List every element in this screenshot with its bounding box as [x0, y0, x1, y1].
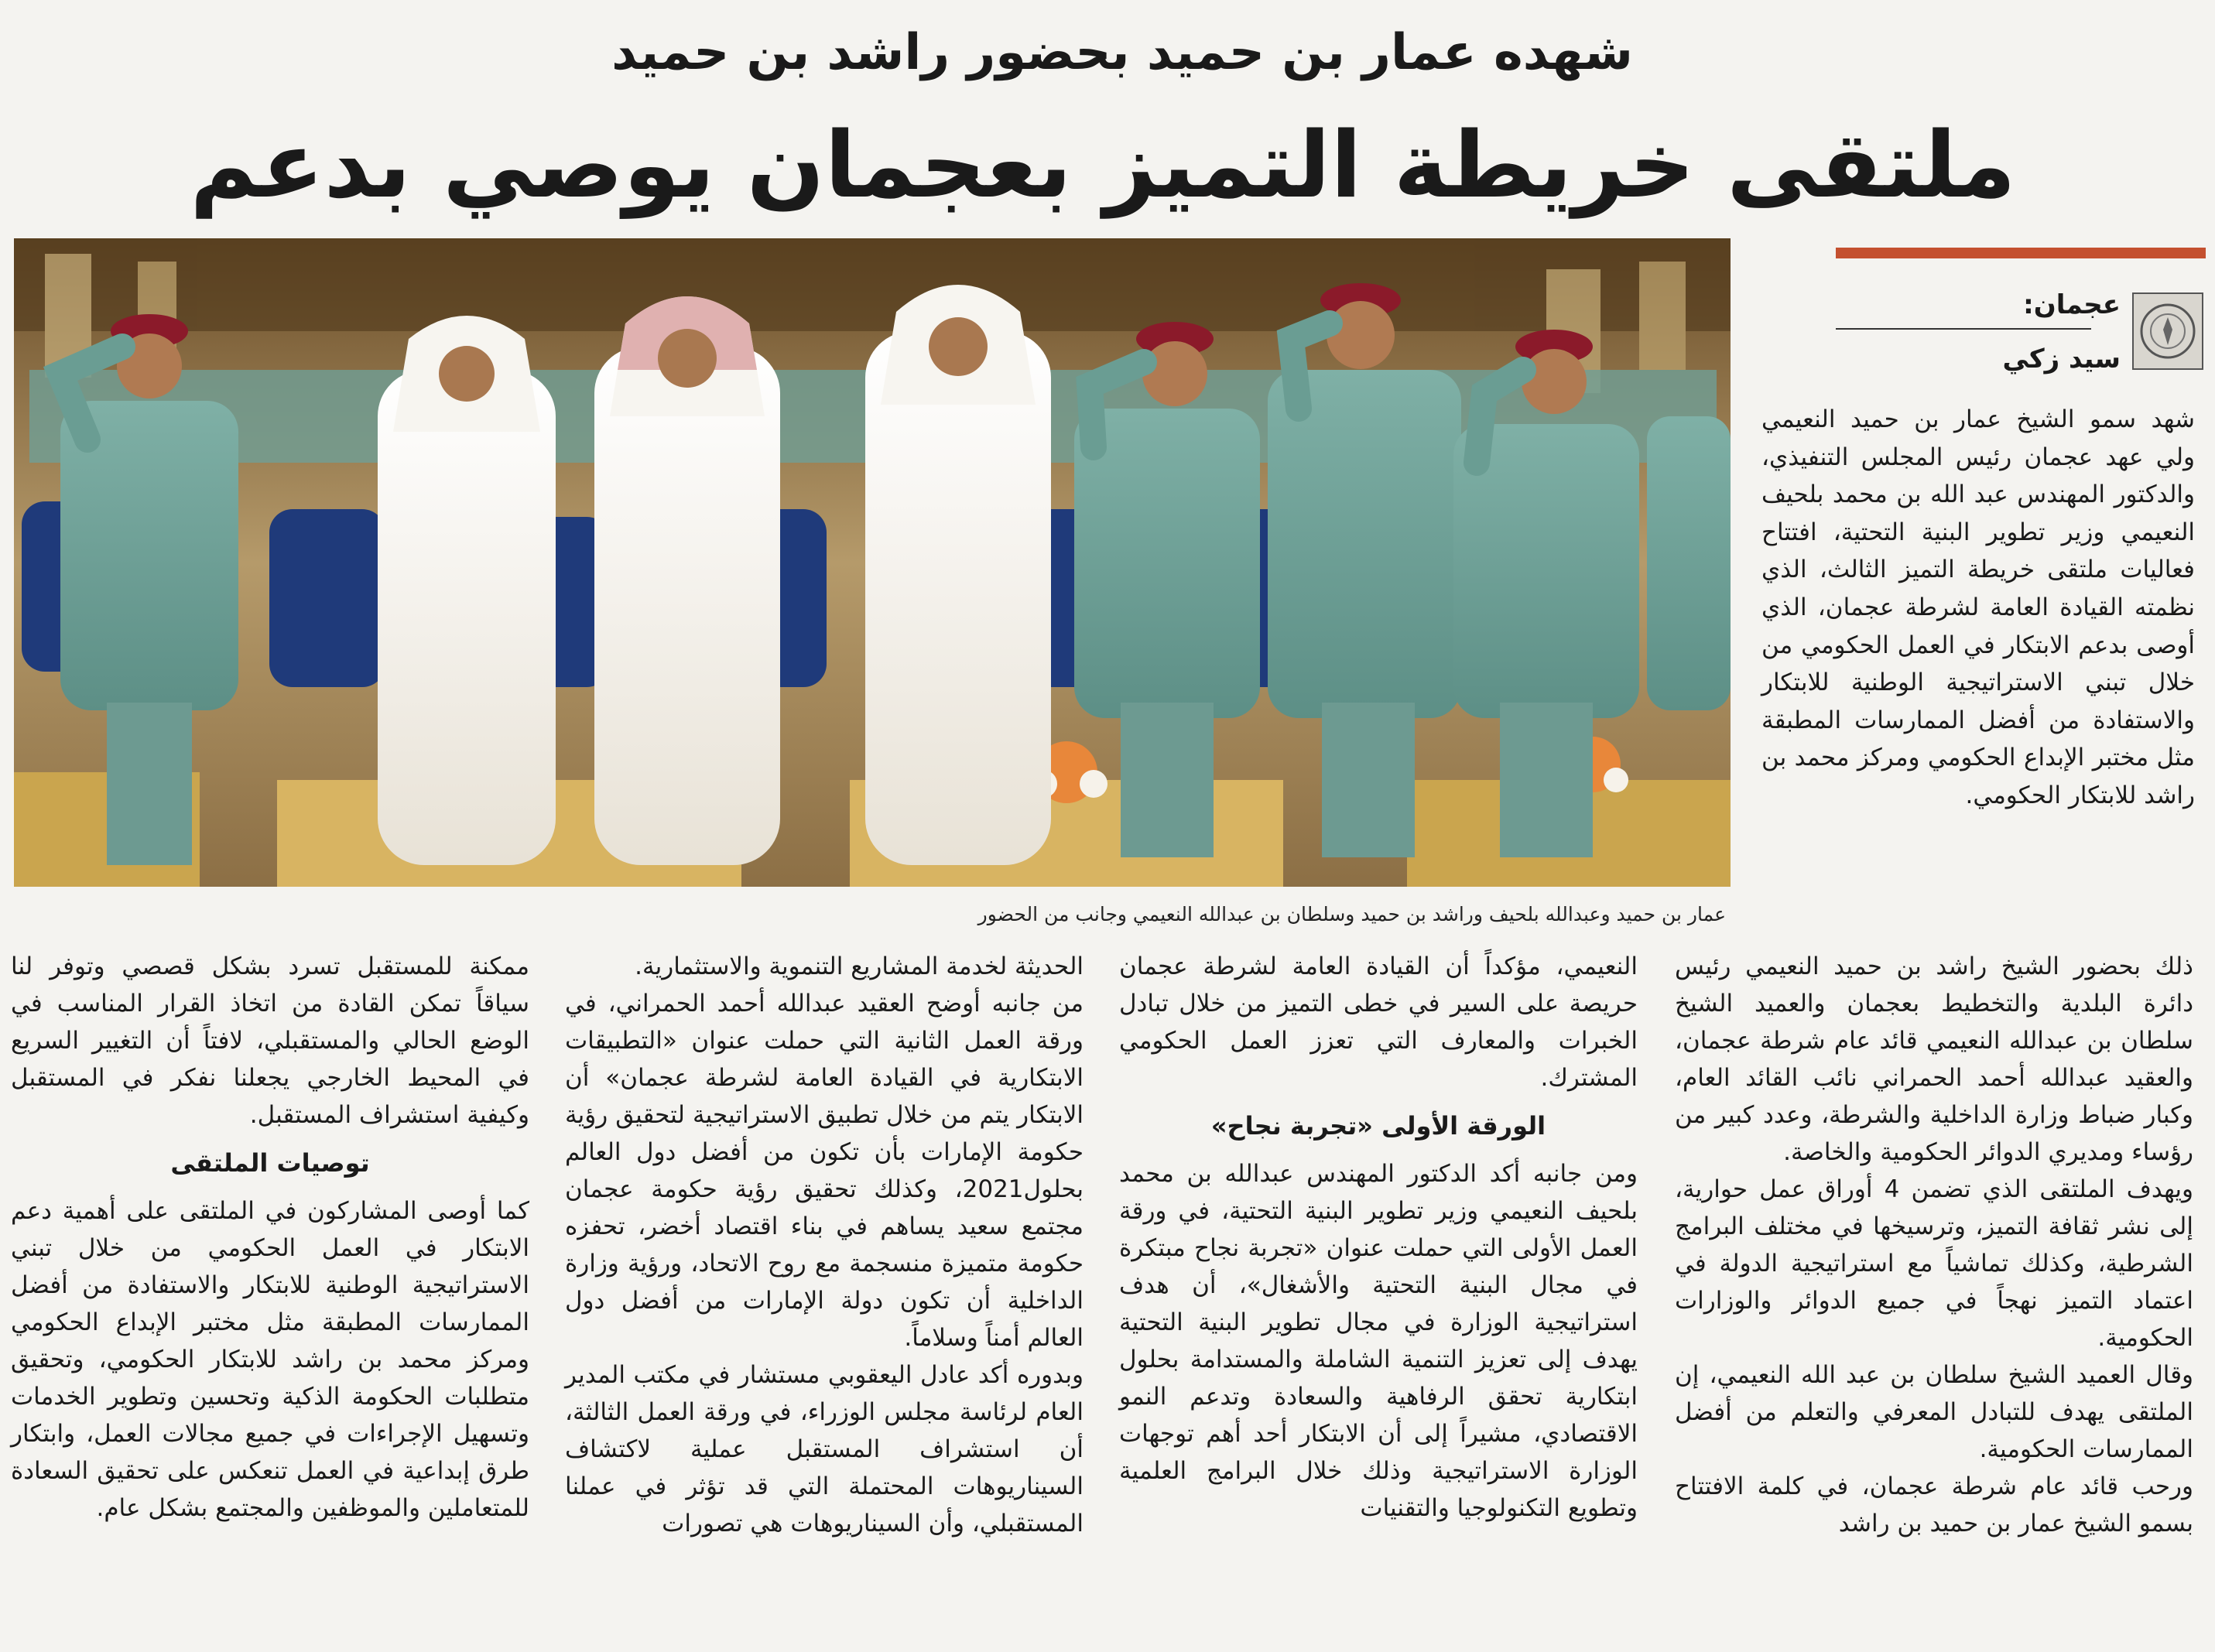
article-column-1 [1675, 948, 2193, 1644]
paragraph: ذلك بحضور الشيخ راشد بن حميد النعيمي رئيس دائرة البلدية والتخطيط بعجمان والعميد الشيخ سلطان بن عبدالله النعيمي قائد عام شرطة عجمان، والعقيد عبدالله أحمد الحمراني نائب القائد العام، وكبار ضباط وزارة الداخلية والشرطة، وعدد كبير من رؤساء ومديري الدوائر الحكومية والخاصة. [1675, 953, 2193, 1166]
paragraph: النعيمي، مؤكداً أن القيادة العامة لشرطة عجمان حريصة على السير في خطى التميز من خلال تبادل الخبرات والمعارف التي تعزز العمل الحكومي المشترك. [1119, 953, 1638, 1092]
paragraph: من جانبه أوضح العقيد عبدالله أحمد الحمراني، في ورقة العمل الثانية التي حملت عنوان «التطبيقات الابتكارية في القيادة العامة لشرطة عجمان» أن الابتكار يتم من خلال تطبيق الاستراتيجية لتحقيق رؤية حكومة الإمارات بأن تكون من أفضل دول العالم بحلول2021، وكذلك تحقيق رؤية حكومة عجمان مجتمع سعيد يساهم في بناء اقتصاد أخضر، تحفزه حكومة متميزة منسجمة مع روح الاتحاد، ورؤية وزارة الداخلية أن تكون دولة الإمارات من أفضل دول العالم أمناً وسلاماً. [565, 990, 1084, 1352]
author-name: سيد زكي [2002, 344, 2121, 375]
paragraph: ومن جانبه أكد الدكتور المهندس عبدالله بن محمد بلحيف النعيمي وزير تطوير البنية التحتية، في ورقة العمل الأولى التي حملت عنوان «تجربة نجاح مبتكرة في مجال البنية التحتية والأشغال»، أن هدف استراتيجية الوزارة في مجال تطوير البنية التحتية يهدف إلى تعزيز التنمية الشاملة والمستدامة بحلول ابتكارية تحقق الرفاهية والسعادة وتدعم النمو الاقتصادي، مشيراً إلى أن الابتكار أحد أهم توجهات الوزارة الاستراتيجية وذلك خلال البرامج العلمية وتطويع التكنولوجيا والتقنيات [1119, 1160, 1638, 1522]
section-heading: توصيات الملتقى [170, 1148, 370, 1178]
article-column-4 [11, 948, 529, 1644]
lead-paragraph: شهد سمو الشيخ عمار بن حميد النعيمي ولي عهد عجمان رئيس المجلس التنفيذي، والدكتور المهندس عبد الله بن محمد بلحيف النعيمي وزير تطوير البنية التحتية، افتتاح فعاليات ملتقى خريطة التميز الثالث، الذي نظمته القيادة العامة لشرطة عجمان، الذي أوصى بدعم الابتكار في العمل الحكومي من خلال تبني الاستراتيجية الوطنية للابتكار والاستفادة من أفضل الممارسات المطبقة مثل مختبر الإبداع الحكومي ومركز محمد بن راشد للابتكار الحكومي. [1761, 405, 2195, 809]
paragraph: الحديثة لخدمة المشاريع التنموية والاستثمارية. [635, 953, 1084, 980]
paragraph: وقال العميد الشيخ سلطان بن عبد الله النعيمي، إن الملتقى يهدف للتبادل المعرفي والتعلم من أفضل الممارسات الحكومية. [1675, 1361, 2193, 1463]
paragraph: كما أوصى المشاركون في الملتقى على أهمية دعم الابتكار في العمل الحكومي من خلال تبني الاستراتيجية الوطنية للابتكار والاستفادة من أفضل الممارسات المطبقة مثل مختبر الإبداع الحكومي ومركز محمد بن راشد للابتكار الحكومي، وتحقيق متطلبات الحكومة الذكية وتحسين وتطوير الخدمات وتسهيل الإجراءات في جميع مجالات العمل، وابتكار طرق إبداعية في العمل تنعكس على تحقيق السعادة للمتعاملين والموظفين والمجتمع بشكل عام. [11, 1197, 529, 1522]
article-subtitle: شهده عمار بن حميد بحضور راشد بن حميد [611, 24, 1633, 81]
article-column-3 [565, 948, 1084, 1644]
paragraph: ممكنة للمستقبل تسرد بشكل قصصي وتوفر لنا سياقاً تمكن القادة من اتخاذ القرار المناسب في الوضع الحالي والمستقبلي، لافتاً أن التغيير السريع في المحيط الخارجي يجعلنا نفكر في المستقبل وكيفية استشراف المستقبل. [11, 953, 529, 1129]
paragraph: ويهدف الملتقى الذي تضمن 4 أوراق عمل حوارية، إلى نشر ثقافة التميز، وترسيخها في مختلف البرامج الشرطية، وكذلك تماشياً مع استراتيجية الدولة في اعتماد التميز نهجاً في جميع الدوائر والوزارات الحكومية. [1675, 1175, 2194, 1352]
article-headline: ملتقى خريطة التميز بعجمان يوصي بدعم [190, 111, 2016, 218]
byline-divider [1836, 328, 2091, 330]
photo-caption: عمار بن حميد وعبدالله بلحيف وراشد بن حميد وسلطان بن عبدالله النعيمي وجانب من الحضور [977, 903, 1726, 925]
police-emblem-icon [2132, 292, 2203, 370]
section-heading: الورقة الأولى «تجربة نجاح» [1210, 1111, 1546, 1141]
dateline: عجمان: [2023, 289, 2121, 320]
article-column-2 [1119, 948, 1638, 1644]
article-photo [14, 238, 1731, 887]
paragraph: ورحب قائد عام شرطة عجمان، في كلمة الافتتاح بسمو الشيخ عمار بن حميد بن راشد [1675, 1472, 2193, 1537]
accent-bar [1836, 248, 2206, 258]
paragraph: وبدوره أكد عادل اليعقوبي مستشار في مكتب المدير العام لرئاسة مجلس الوزراء، في ورقة العمل الثالثة، أن استشراف المستقبل عملية لاكتشاف السيناريوهات المحتملة التي قد تؤثر في عملنا المستقبلي، وأن السيناريوهات هي تصورات [565, 1361, 1084, 1537]
